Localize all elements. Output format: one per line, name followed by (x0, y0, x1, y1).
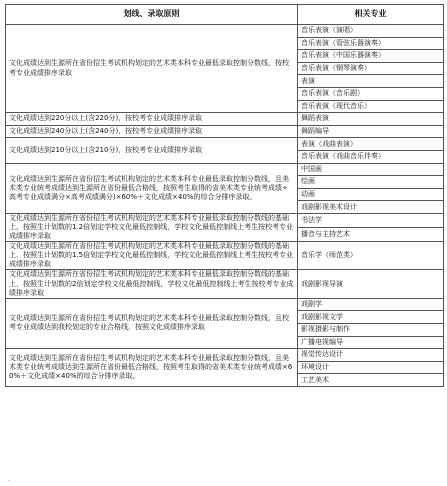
table-header-row (6, 5, 444, 25)
major-cell: 音乐表演（戏曲音乐伴奏） (298, 150, 444, 163)
table-row (6, 25, 444, 38)
admission-rule-cell: 文化成绩达到生源所在省份招生考试机构划定的艺术类本科专业最低录取控制分数线的基础上，按照生计划数的1.2倍划定学校文化最低控制线，学校文化最低控制线上考生按校考专业成绩排序录取 (6, 213, 298, 241)
major-cell: 影视摄影与制作 (298, 323, 444, 336)
admission-rule-cell: 文化成绩达到210分以上(含210分)，按校考专业成绩排序录取 (6, 138, 298, 163)
major-cell: 书法学 (298, 213, 444, 227)
admission-rule-cell: 文化成绩达到220分以上(含220分)，按校考专业成绩排序录取 (6, 113, 298, 126)
major-cell: 音乐表演（钢琴演奏） (298, 62, 444, 75)
table-row (6, 125, 444, 138)
table-row (6, 270, 444, 298)
admission-rule-cell: 文化成绩达到生源所在省份招生考试机构划定的艺术类本科专业最低录取控制分数线，按校考专业成绩排序录取 (6, 25, 298, 113)
major-cell: 音乐表演（音乐剧） (298, 87, 444, 100)
admission-rule-cell: 文化成绩达到240分以上(含240分)，按校考专业成绩排序录取 (6, 125, 298, 138)
admission-rule-cell: 文化成绩达到生源所在省份招生考试机构划定的艺术类本科专业最低录取控制分数线的基础上，按照生计划数的2倍划定学校文化最低控制线，学校文化最低控制线上考生按校考专业成绩排序录取 (6, 270, 298, 298)
major-cell: 中国画 (298, 163, 444, 176)
table-row (6, 242, 444, 270)
major-cell: 戏剧学 (298, 298, 444, 311)
major-cell: 广播电视编导 (298, 336, 444, 349)
admission-rule-cell: 文化成绩达到生源所在省份招生考试机构划定的艺术类本科专业最低录取控制分数线，且美术类专业统考成绩达到生源所在省份最低合格线，按照考生取得的省美术类专业统考成绩÷高考专业成绩满分×高考成绩满分)×60%＋文化成绩×40%的综合分排序录取。 (6, 163, 298, 213)
table-row (6, 298, 444, 311)
table-row (6, 163, 444, 176)
major-cell: 戏剧影视文学 (298, 311, 444, 324)
major-cell: 绘画 (298, 176, 444, 189)
admission-rule-cell: 文化成绩达到生源所在省份招生考试机构划定的艺术类本科专业最低录取控制分数线，且校考专业成绩达到我校划定的专业合格线，按照文化成绩排序录取 (6, 298, 298, 348)
major-cell: 表演（戏曲表演） (298, 138, 444, 151)
major-cell: 音乐表演（现代音乐） (298, 100, 444, 113)
table-row (6, 213, 444, 227)
page-footer-mark: · (8, 478, 10, 485)
table-row (6, 113, 444, 126)
table-row (6, 349, 444, 362)
table-row (6, 138, 444, 151)
major-cell: 视觉传达设计 (298, 349, 444, 362)
admission-rule-cell: 文化成绩达到生源所在省份招生考试机构划定的艺术类本科专业最低录取控制分数线的基础上，按照生计划数的1.5倍划定学校文化最低控制线，学校文化最低控制线上考生按校考专业成绩排序录取 (6, 242, 298, 270)
major-cell: 舞蹈编导 (298, 125, 444, 138)
major-cell: 音乐表演（管弦乐器演奏） (298, 37, 444, 50)
admission-rules-table (5, 4, 444, 387)
major-cell: 环境设计 (298, 361, 444, 374)
major-cell: 工艺美术 (298, 374, 444, 387)
major-cell: 音乐表演（中国乐器演奏） (298, 50, 444, 63)
major-cell: 动画 (298, 188, 444, 201)
major-cell: 戏剧影视美术设计 (298, 201, 444, 214)
table-body (6, 25, 444, 387)
major-cell: 音乐表演（演唱） (298, 25, 444, 38)
major-cell: 表演 (298, 75, 444, 88)
major-cell: 音乐学（师范类） (298, 242, 444, 270)
admission-rule-cell: 文化成绩达到生源所在省份招生考试机构划定的艺术类本科专业最低录取控制分数线，且美术类专业统考成绩达到生源所在省份最低合格线，按照考生取得的省美术类专业统考成绩×60%＋文化成绩×40%的综合分排序录取。 (6, 349, 298, 387)
header-admission-principle: 划线、录取原则 (6, 5, 298, 25)
major-cell: 戏剧影视导演 (298, 270, 444, 298)
major-cell: 播音与主持艺术 (298, 228, 444, 242)
header-related-majors: 相关专业 (298, 5, 444, 25)
major-cell: 舞蹈表演 (298, 113, 444, 126)
